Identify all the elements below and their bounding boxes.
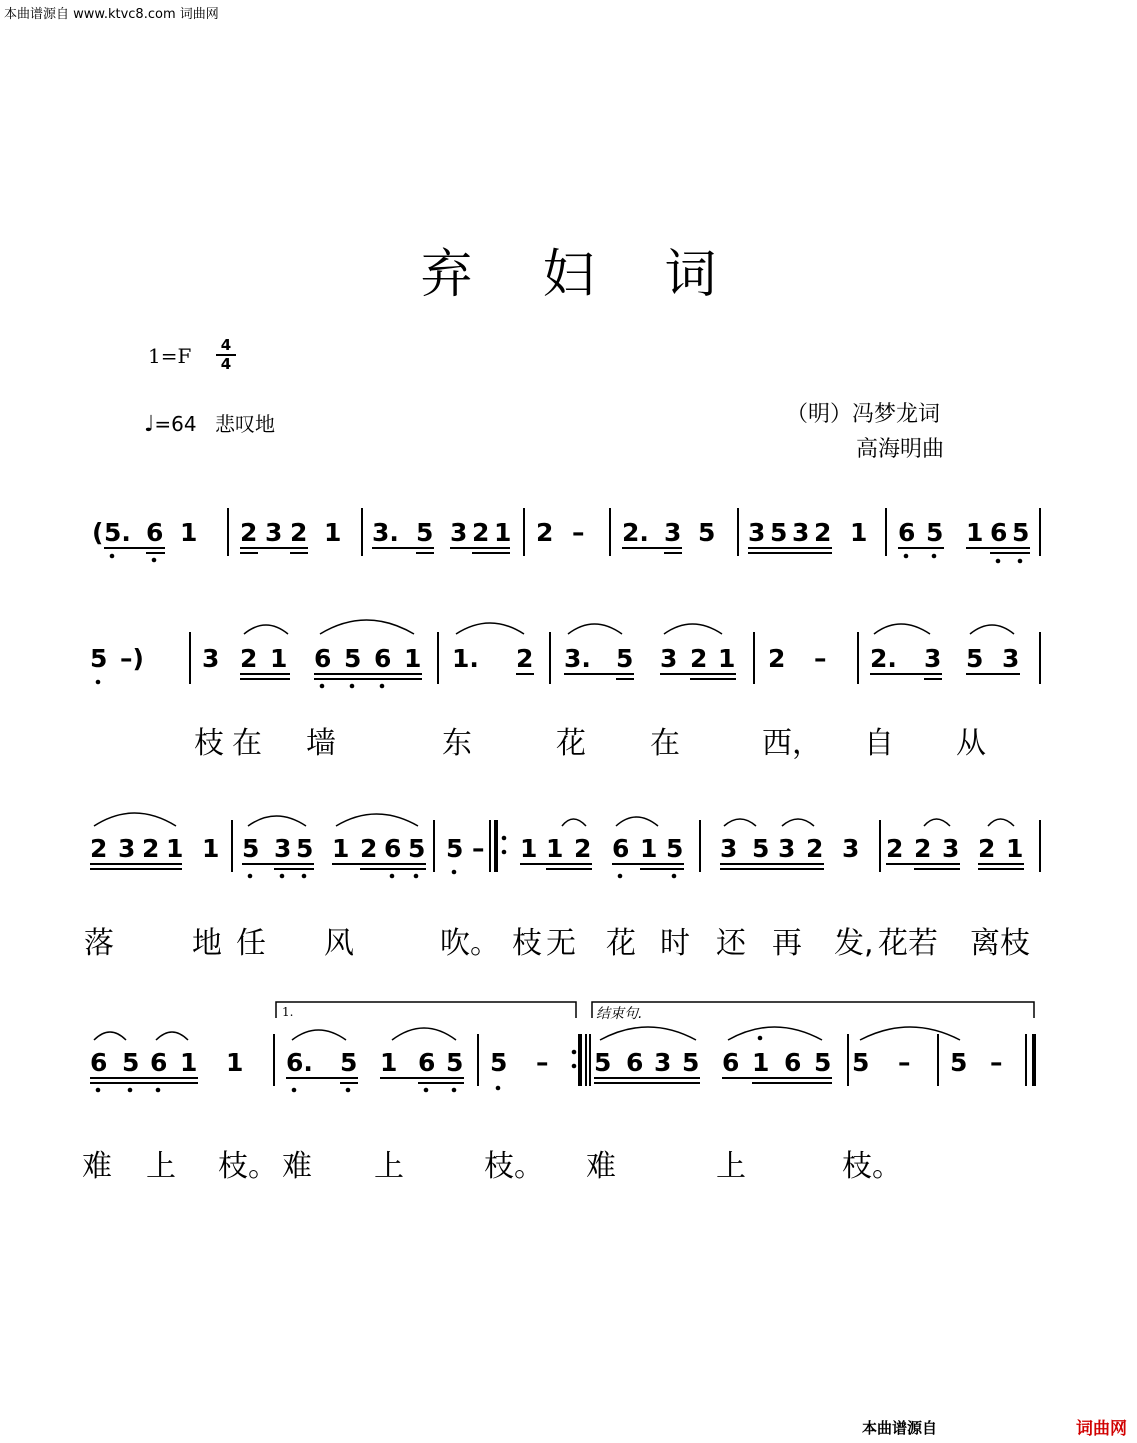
- svg-text:2.: 2.: [622, 518, 649, 547]
- lyric-char: 还: [716, 926, 746, 961]
- svg-text:5: 5: [698, 518, 716, 547]
- svg-text:2: 2: [240, 644, 258, 673]
- score-row-3: [90, 813, 1040, 878]
- svg-text:2: 2: [914, 834, 932, 863]
- svg-text:3: 3: [202, 644, 220, 673]
- svg-text:6: 6: [374, 644, 392, 673]
- svg-text:6: 6: [90, 1048, 108, 1077]
- svg-text:5: 5: [814, 1048, 832, 1077]
- svg-text:–: –: [536, 1048, 549, 1077]
- lyricist-credit: （明）冯梦龙词: [786, 402, 941, 427]
- lyric-char: 上: [146, 1149, 176, 1184]
- svg-text:2: 2: [290, 518, 308, 547]
- lyric-char: 上: [716, 1149, 746, 1184]
- svg-text:6: 6: [784, 1048, 802, 1077]
- lyric-char: 枝。: [842, 1149, 902, 1184]
- svg-text:3: 3: [720, 834, 738, 863]
- svg-text:5: 5: [490, 1048, 508, 1077]
- svg-text:1: 1: [1006, 834, 1024, 863]
- svg-text:3: 3: [778, 834, 796, 863]
- footer-site-logo[interactable]: 词曲网: [1076, 1419, 1127, 1439]
- time-signature-top: 4: [220, 336, 232, 354]
- lyric-char: 东: [442, 726, 472, 761]
- svg-text:6: 6: [626, 1048, 644, 1077]
- svg-text:5: 5: [296, 834, 314, 863]
- lyric-char: 西，: [762, 726, 822, 761]
- svg-text:2: 2: [690, 644, 708, 673]
- svg-text:2: 2: [240, 518, 258, 547]
- svg-text:6: 6: [146, 518, 164, 547]
- svg-text:2: 2: [814, 518, 832, 547]
- lyric-char: 再: [772, 926, 802, 961]
- svg-text:1: 1: [180, 1048, 198, 1077]
- quarter-note-icon: ♩: [144, 412, 155, 437]
- svg-text:5: 5: [416, 518, 434, 547]
- svg-text:5: 5: [950, 1048, 968, 1077]
- svg-text:6: 6: [990, 518, 1008, 547]
- svg-text:5: 5: [446, 834, 464, 863]
- svg-text:6: 6: [384, 834, 402, 863]
- svg-text:5: 5: [752, 834, 770, 863]
- svg-text:3: 3: [654, 1048, 672, 1077]
- svg-text:3: 3: [664, 518, 682, 547]
- svg-text:2.: 2.: [870, 644, 897, 673]
- lyric-char: 任: [236, 926, 266, 961]
- svg-text:2: 2: [142, 834, 160, 863]
- lyric-char: 地: [192, 926, 222, 961]
- svg-text:6: 6: [418, 1048, 436, 1077]
- svg-text:5: 5: [344, 644, 362, 673]
- svg-text:5: 5: [682, 1048, 700, 1077]
- svg-text:–: –: [572, 518, 585, 547]
- lyric-char: 枝: [512, 926, 542, 961]
- ending-label: 结束句.: [596, 1006, 643, 1022]
- svg-text:1: 1: [520, 834, 538, 863]
- svg-text:5: 5: [852, 1048, 870, 1077]
- svg-text:1: 1: [966, 518, 984, 547]
- lyric-char: 吹。: [440, 926, 500, 961]
- svg-text:3: 3: [450, 518, 468, 547]
- svg-text:5: 5: [594, 1048, 612, 1077]
- svg-text:3: 3: [274, 834, 292, 863]
- svg-text:1: 1: [166, 834, 184, 863]
- lyric-char: 难: [82, 1149, 112, 1184]
- score-row-2: [90, 620, 1040, 688]
- svg-text:(: (: [92, 518, 104, 547]
- svg-text:1: 1: [404, 644, 422, 673]
- lyric-char: 在: [650, 726, 680, 761]
- lyric-char: 自: [864, 726, 894, 761]
- lyric-char: 墙: [306, 726, 336, 761]
- score-row-4: [90, 1002, 1034, 1092]
- svg-text:5: 5: [616, 644, 634, 673]
- lyric-char: 花: [878, 926, 908, 961]
- svg-text:1: 1: [640, 834, 658, 863]
- footer-source-text: 本曲谱源自: [861, 1419, 937, 1437]
- svg-text:5: 5: [446, 1048, 464, 1077]
- lyric-char: 花: [556, 726, 586, 761]
- lyric-char: 风: [324, 926, 354, 961]
- svg-text:3: 3: [1002, 644, 1020, 673]
- lyric-char: 落: [84, 926, 114, 961]
- svg-text:1: 1: [380, 1048, 398, 1077]
- lyric-char: 时: [660, 926, 690, 961]
- svg-text:3: 3: [660, 644, 678, 673]
- time-signature-bottom: 4: [220, 355, 232, 373]
- svg-text:2: 2: [360, 834, 378, 863]
- lyric-char: 若: [908, 926, 938, 961]
- score-row-1: [92, 508, 1040, 563]
- svg-text:1.: 1.: [452, 644, 479, 673]
- svg-text:6: 6: [722, 1048, 740, 1077]
- lyric-char: 难: [586, 1149, 616, 1184]
- svg-text:1: 1: [546, 834, 564, 863]
- svg-text:1: 1: [718, 644, 736, 673]
- lyric-char: 离: [970, 926, 1000, 961]
- svg-text:2: 2: [536, 518, 554, 547]
- svg-text:6: 6: [314, 644, 332, 673]
- svg-text:2: 2: [886, 834, 904, 863]
- svg-text:1: 1: [226, 1048, 244, 1077]
- volta-1-label: 1.: [282, 1005, 294, 1019]
- svg-text:5: 5: [926, 518, 944, 547]
- svg-text:3: 3: [118, 834, 136, 863]
- svg-text:1: 1: [494, 518, 512, 547]
- svg-text:3: 3: [748, 518, 766, 547]
- svg-text:2: 2: [806, 834, 824, 863]
- svg-text:2: 2: [90, 834, 108, 863]
- svg-text:3.: 3.: [564, 644, 591, 673]
- svg-text:5: 5: [90, 644, 108, 673]
- svg-text:5: 5: [122, 1048, 140, 1077]
- svg-text:3: 3: [842, 834, 860, 863]
- svg-text:5: 5: [666, 834, 684, 863]
- svg-text:2: 2: [978, 834, 996, 863]
- svg-text:1: 1: [752, 1048, 770, 1077]
- svg-text:1: 1: [202, 834, 220, 863]
- lyric-char: 枝: [194, 726, 224, 761]
- lyric-char: 从: [956, 726, 986, 761]
- lyric-char: 枝: [1000, 926, 1030, 961]
- svg-text:–: –: [472, 834, 485, 863]
- svg-text:3: 3: [942, 834, 960, 863]
- svg-text:3: 3: [792, 518, 810, 547]
- svg-text:2: 2: [472, 518, 490, 547]
- svg-text:1: 1: [270, 644, 288, 673]
- tempo-expression: 悲叹地: [214, 412, 275, 436]
- svg-text:3.: 3.: [372, 518, 399, 547]
- lyric-char: 在: [232, 726, 262, 761]
- svg-text:1: 1: [850, 518, 868, 547]
- lyric-char: 枝。: [484, 1149, 544, 1184]
- svg-text:1: 1: [180, 518, 198, 547]
- svg-text:6.: 6.: [286, 1048, 313, 1077]
- svg-text:5.: 5.: [104, 518, 131, 547]
- lyric-char: 枝。: [218, 1149, 278, 1184]
- svg-text:6: 6: [898, 518, 916, 547]
- svg-text:5: 5: [408, 834, 426, 863]
- svg-text:–: –: [898, 1048, 911, 1077]
- svg-text:5: 5: [1012, 518, 1030, 547]
- svg-text:–): –): [120, 644, 144, 673]
- tempo-value: =64: [154, 412, 197, 436]
- song-title: 弃妇词: [420, 245, 787, 305]
- svg-text:5: 5: [340, 1048, 358, 1077]
- svg-text:2: 2: [574, 834, 592, 863]
- svg-text:3: 3: [924, 644, 942, 673]
- svg-text:1: 1: [332, 834, 350, 863]
- svg-text:6: 6: [150, 1048, 168, 1077]
- lyric-char: 上: [374, 1149, 404, 1184]
- lyric-char: 难: [282, 1149, 312, 1184]
- lyric-char: 花: [606, 926, 636, 961]
- svg-text:5: 5: [242, 834, 260, 863]
- svg-text:1: 1: [324, 518, 342, 547]
- composer-credit: 高海明曲: [856, 437, 945, 462]
- lyric-char: 无: [546, 926, 576, 961]
- svg-text:2: 2: [516, 644, 534, 673]
- lyric-char: 发,: [834, 926, 874, 961]
- svg-text:5: 5: [966, 644, 984, 673]
- svg-text:6: 6: [612, 834, 630, 863]
- svg-text:–: –: [814, 644, 827, 673]
- svg-text:2: 2: [768, 644, 786, 673]
- svg-text:–: –: [990, 1048, 1003, 1077]
- svg-text:3: 3: [265, 518, 283, 547]
- source-line: 本曲谱源自 www.ktvc8.com 词曲网: [4, 7, 219, 22]
- svg-text:5: 5: [770, 518, 788, 547]
- key-signature: 1=F: [148, 344, 192, 368]
